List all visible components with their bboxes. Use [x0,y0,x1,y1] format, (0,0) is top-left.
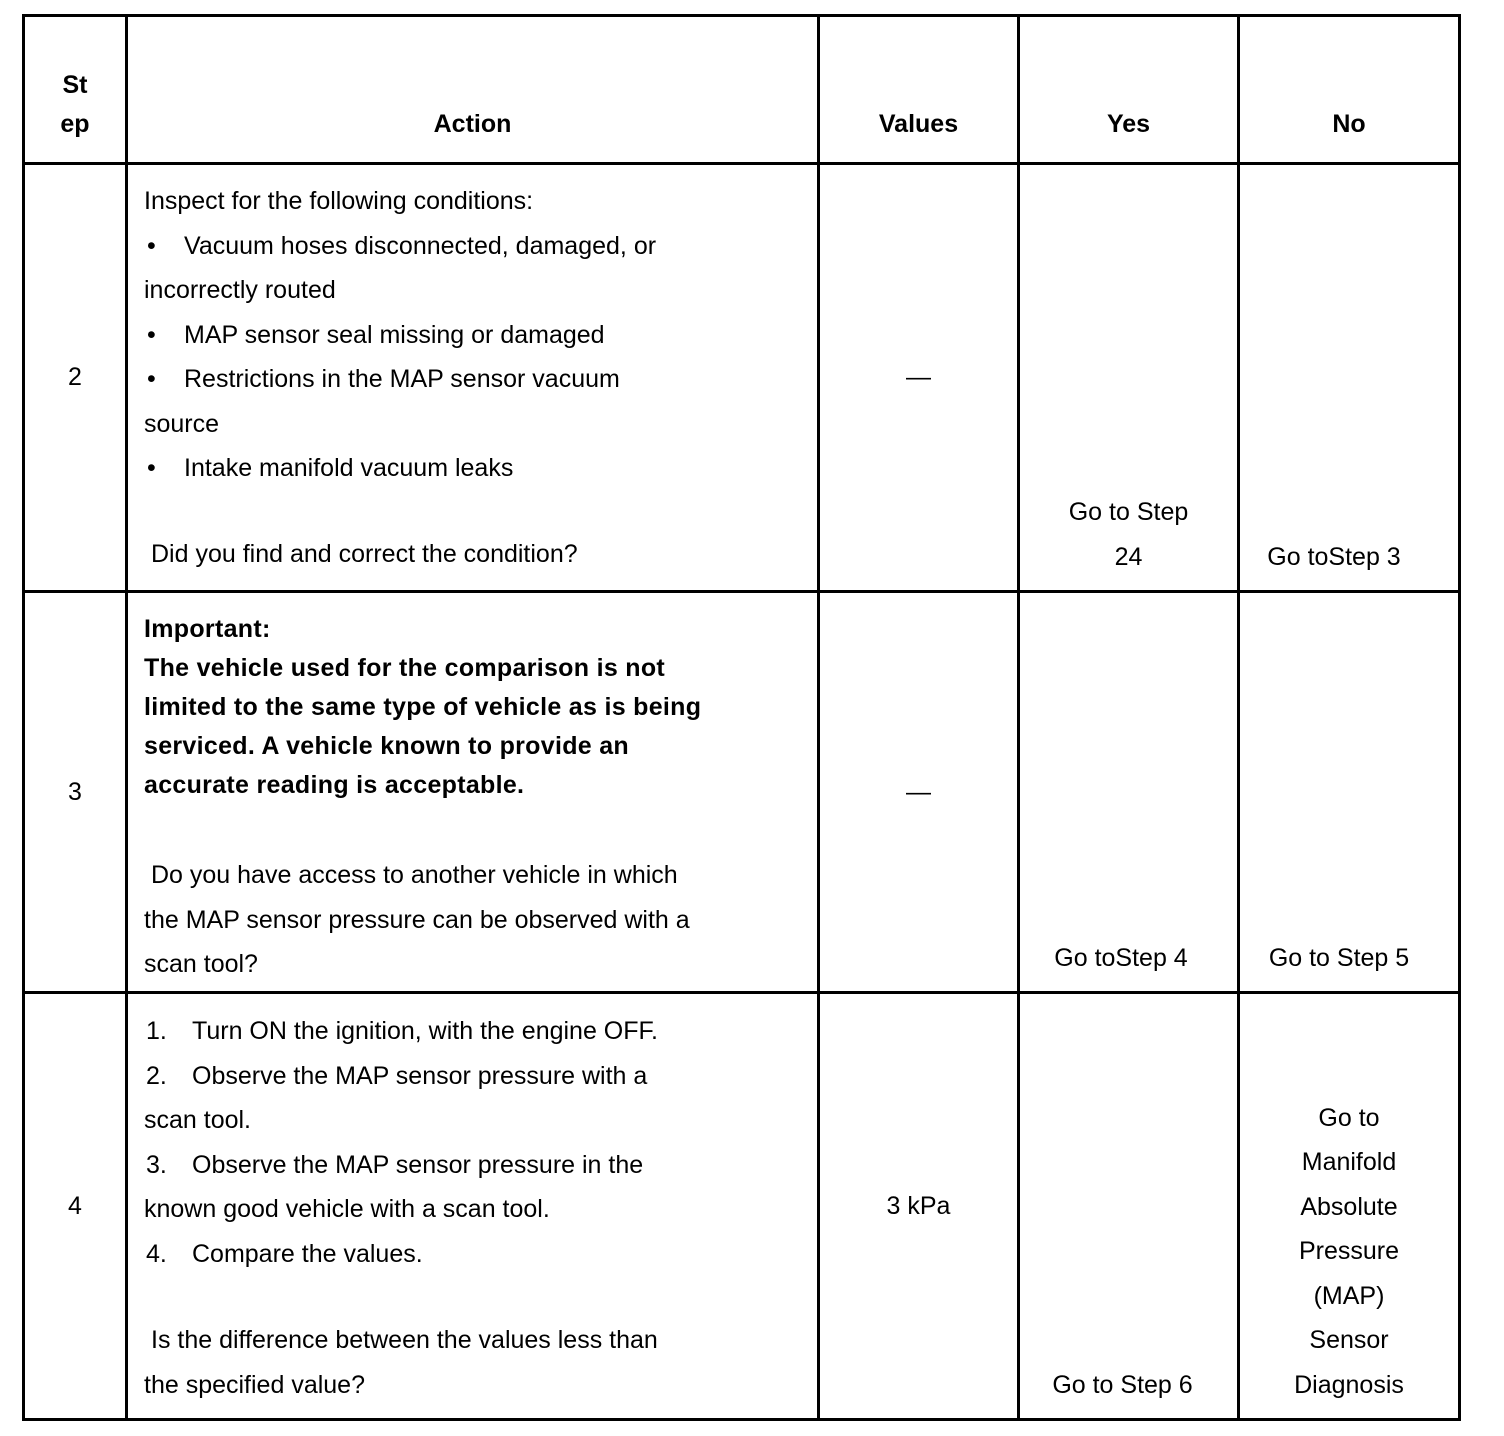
table-row [24,592,1460,993]
header-row [24,16,1460,164]
yes-cell: Go to Step 6 [1019,993,1239,1420]
important-note: The vehicle used for the comparison is not [144,654,666,682]
question: Is the difference between the values less than [151,1326,658,1354]
header-action: Action [127,16,819,164]
header-yes: Yes [1019,16,1239,164]
list-item: • Vacuum hoses disconnected, damaged, or [147,231,657,260]
list-item-cont: source [144,409,220,438]
list-item-cont: incorrectly routed [144,276,336,304]
header-step: St ep [24,16,127,164]
no-cell: Go toStep 3 [1239,164,1460,592]
header-no: No [1239,16,1460,164]
table-row [24,164,1460,592]
action-cell [127,993,819,1420]
list-item: 2. Observe the MAP sensor pressure with a [146,1061,648,1090]
step-number: 4 [24,993,127,1420]
list-item: • MAP sensor seal missing or damaged [147,320,605,349]
action-cell [127,592,819,993]
header-values: Values [819,16,1019,164]
question: Did you find and correct the condition? [151,539,578,568]
list-item-cont: scan tool. [144,1106,252,1134]
diagnostic-table [22,14,1461,1421]
list-item: 1. Turn ON the ignition, with the engine OFF. [146,1017,658,1045]
question-cont: the MAP sensor pressure can be observed with a [144,905,690,934]
step-number: 3 [24,592,127,993]
yes-cell: Go to Step 24 [1019,164,1239,592]
values-cell: — [819,164,1019,592]
table-row [24,993,1460,1420]
action-cell [127,164,819,592]
action-intro: Inspect for the following conditions: [144,187,534,215]
list-item: • Restrictions in the MAP sensor vacuum [147,365,620,393]
list-item: • Intake manifold vacuum leaks [147,454,514,482]
list-item: 3. Observe the MAP sensor pressure in the [146,1150,644,1179]
no-cell: Go to Manifold Absolute Pressure (MAP) Sensor Diagnosis [1239,993,1460,1420]
important-note: accurate reading is acceptable. [144,771,525,799]
values-cell: — [819,592,1019,993]
list-item: 4. Compare the values. [146,1239,423,1268]
important-note: limited to the same type of vehicle as is being [144,693,702,721]
question: Do you have access to another vehicle in which [151,861,678,889]
list-item-cont: known good vehicle with a scan tool. [144,1195,550,1223]
step-number: 2 [24,164,127,592]
no-cell: Go to Step 5 [1239,592,1460,993]
question-cont: the specified value? [144,1370,365,1399]
values-cell: 3 kPa [819,993,1019,1420]
yes-cell: Go toStep 4 [1019,592,1239,993]
question-cont: scan tool? [144,950,258,978]
important-label: Important: [144,615,271,643]
important-note: serviced. A vehicle known to provide an [144,732,629,760]
